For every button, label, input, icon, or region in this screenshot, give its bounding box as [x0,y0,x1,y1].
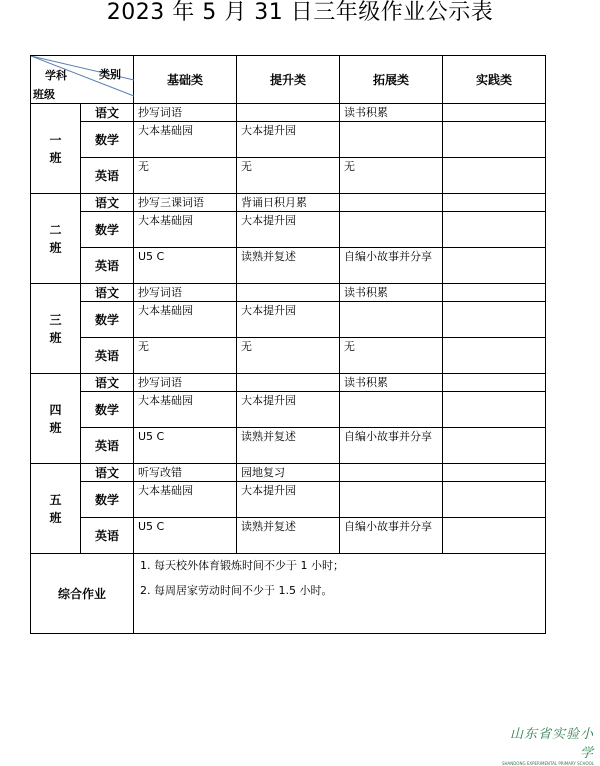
summary-body [134,554,546,634]
summary-row [31,554,546,634]
table-row [31,212,546,248]
homework-cell [340,194,443,212]
class-name: 二班 [49,222,62,255]
homework-cell [340,122,443,158]
homework-cell: 自编小故事并分享 [340,248,443,284]
homework-cell: 无 [134,338,237,374]
school-logo-name: 山东省实验小学 [509,727,594,761]
homework-cell [443,374,546,392]
subject-cell: 英语 [81,518,134,554]
homework-cell: 大本基础园 [134,122,237,158]
homework-cell: 无 [340,158,443,194]
class-name-cell [31,284,81,374]
homework-cell [340,302,443,338]
table-row [31,338,546,374]
header-row [31,56,546,104]
class-name-cell [31,464,81,554]
class-name: 三班 [49,312,62,345]
homework-cell [443,392,546,428]
table-row [31,122,546,158]
class-name: 五班 [49,492,62,525]
homework-cell: 大本基础园 [134,302,237,338]
homework-cell: 大本提升园 [237,482,340,518]
homework-cell [340,212,443,248]
homework-cell [443,158,546,194]
school-logo-subtitle: SHANDONG EXPERIMENTAL PRIMARY SCHOOL [501,761,594,766]
homework-cell: 背诵日积月累 [237,194,340,212]
diag-class-label: 班级 [33,88,55,101]
homework-cell [340,482,443,518]
homework-cell: 大本基础园 [134,392,237,428]
homework-cell: U5 C [134,518,237,554]
table-row [31,392,546,428]
subject-cell: 语文 [81,284,134,302]
homework-cell [443,122,546,158]
table-row [31,518,546,554]
table-row [31,104,546,122]
homework-cell [443,212,546,248]
table-row [31,158,546,194]
subject-cell: 语文 [81,104,134,122]
column-header-basic: 基础类 [134,56,237,104]
homework-cell: 无 [134,158,237,194]
subject-cell: 语文 [81,464,134,482]
subject-cell: 英语 [81,248,134,284]
table-row [31,374,546,392]
homework-cell: 读书积累 [340,374,443,392]
homework-cell: 大本提升园 [237,212,340,248]
homework-cell: 读熟并复述 [237,518,340,554]
homework-cell: 听写改错 [134,464,237,482]
table-row [31,284,546,302]
homework-cell: 大本提升园 [237,392,340,428]
homework-cell: 读书积累 [340,284,443,302]
subject-cell: 数学 [81,302,134,338]
homework-cell: 大本提升园 [237,302,340,338]
subject-cell: 数学 [81,392,134,428]
homework-table [30,55,546,634]
homework-cell: 无 [237,338,340,374]
homework-cell [443,284,546,302]
subject-cell: 英语 [81,158,134,194]
table-row [31,428,546,464]
homework-cell [443,428,546,464]
homework-cell: 无 [237,158,340,194]
subject-cell: 数学 [81,482,134,518]
diag-category-label: 类别 [99,68,121,81]
homework-cell [443,464,546,482]
diag-subject-label: 学科 [45,69,67,82]
homework-cell: 读熟并复述 [237,428,340,464]
table-row [31,464,546,482]
homework-cell [237,284,340,302]
homework-cell [237,374,340,392]
homework-cell [443,194,546,212]
column-header-practice: 实践类 [443,56,546,104]
subject-cell: 英语 [81,428,134,464]
summary-label: 综合作业 [31,554,134,634]
homework-cell: U5 C [134,248,237,284]
table-row [31,302,546,338]
column-header-extend: 拓展类 [340,56,443,104]
summary-item: 2. 每周居家劳动时间不少于 1.5 小时。 [140,584,333,597]
class-name: 四班 [49,402,62,435]
class-name-cell [31,374,81,464]
homework-cell: 大本基础园 [134,212,237,248]
homework-cell: 抄写词语 [134,104,237,122]
homework-cell: U5 C [134,428,237,464]
class-name: 一班 [49,132,62,165]
homework-cell: 自编小故事并分享 [340,428,443,464]
diagonal-header-cell [31,56,134,104]
homework-cell: 无 [340,338,443,374]
subject-cell: 语文 [81,374,134,392]
homework-cell [443,302,546,338]
homework-cell: 读书积累 [340,104,443,122]
class-name-cell [31,194,81,284]
page-title: 2023 年 5 月 31 日三年级作业公示表 [106,0,494,25]
column-header-improve: 提升类 [237,56,340,104]
homework-cell [443,482,546,518]
homework-cell [237,104,340,122]
homework-cell [340,464,443,482]
homework-cell: 大本基础园 [134,482,237,518]
table-row [31,248,546,284]
homework-cell [443,338,546,374]
subject-cell: 语文 [81,194,134,212]
class-name-cell [31,104,81,194]
homework-cell: 大本提升园 [237,122,340,158]
homework-cell: 抄写词语 [134,374,237,392]
homework-cell [443,248,546,284]
homework-cell: 抄写词语 [134,284,237,302]
homework-cell: 读熟并复述 [237,248,340,284]
table-row [31,482,546,518]
homework-cell: 自编小故事并分享 [340,518,443,554]
homework-cell: 抄写三课词语 [134,194,237,212]
subject-cell: 数学 [81,122,134,158]
school-logo [498,723,594,766]
table-row [31,194,546,212]
homework-cell [340,392,443,428]
homework-cell [443,518,546,554]
homework-cell: 园地复习 [237,464,340,482]
subject-cell: 数学 [81,212,134,248]
subject-cell: 英语 [81,338,134,374]
summary-item: 1. 每天校外体育锻炼时间不少于 1 小时； [140,559,344,572]
homework-cell [443,104,546,122]
